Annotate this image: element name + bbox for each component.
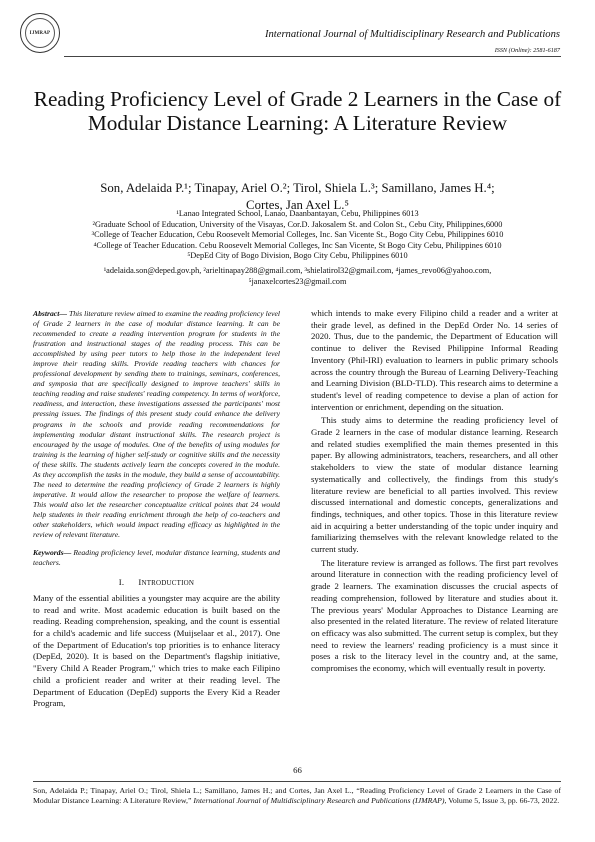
abstract: [33, 309, 280, 540]
section-title-initial: I: [138, 577, 142, 588]
journal-logo: [20, 13, 60, 53]
abstract-text: This literature review aimed to examine the reading proficiency level of Grade 2 learners in the case of modular distance learning. It can be recommended to create a reading intervention program for students in the frustration and instructional stages of the reading process. This can be accomplished by using peer tutors to help those in the independent level improve their reading skills. Provide reading teachers with chances for professional development by sending them to trainings, seminars, conferences, and symposia that are specifically designed to improve teachers' skills in teaching reading and raise students' reading competency. In terms of workforce, readiness, and interaction, these investigations assessed the participants' most pressing issues. The findings of this present study could enhance the delivery programs in the schools and provide reading recommendations for implementing modular distant instructional skills. The research project is encouraged by the usage of modules. One of the benefits of using modules for training is the learning of higher self-study or cognitive skills and the necessity of these skills. The students actively learn the concepts covered in the module. As they accomplish the tasks in the module, they build a sense of accountability. The need to determine the reading proficiency of Grade 2 learners is highly imperative. It would allow the researcher to propose the welfare of learners. This would also let the researcher conceptualize critical points that 24 would help students in their reading enrichment through the help of co-teachers and other stakeholders, which would impact reading efficacy as highlighted in the review of relevant literature.: [33, 309, 280, 540]
page-number: 66: [293, 765, 302, 775]
left-column: [33, 309, 280, 710]
citation-footer: [33, 786, 561, 806]
issn-line: ISSN (Online): 2581-6187: [494, 47, 560, 54]
journal-logo-text: IJMRAP: [29, 30, 51, 36]
section-heading-introduction: [33, 577, 280, 590]
journal-logo-inner: [25, 18, 55, 48]
email-list: [30, 266, 565, 287]
affiliation-4: ⁴College of Teacher Education. Cebu Roosevelt Memorial Colleges, Inc San Vicente, St Bogo City Cebu, Philippines 6010: [93, 240, 502, 250]
affiliation-3: ³College of Teacher Education, Cebu Roosevelt Memorial Colleges, Inc. San Vicente St., Bogo City Cebu, Philippines 6010: [91, 230, 504, 240]
author-line-1: Son, Adelaida P.¹; Tinapay, Ariel O.²; Tirol, Shiela L.³; Samillano, James H.⁴;: [100, 181, 495, 195]
email-line-1: ¹adelaida.son@deped.gov.ph, ²arieltinapay288@gmail.com, ³shielatirol32@gmail.com, ⁴james_revo06@yahoo.com,: [103, 266, 492, 275]
abstract-label: Abstract—: [33, 309, 67, 318]
footer-divider: [33, 781, 561, 782]
keywords: [33, 548, 280, 568]
email-line-2: ⁵janaxelcortes23@gmail.com: [248, 276, 347, 286]
intro-paragraph-2: which intends to make every Filipino child a reader and a writer at their grade level, as defined in the DepEd Order No. 14 series of 2020. Thus, due to the pandemic, the Department of Education will continue to deliver the Revised Philippine Informal Reading Inventory (Phil-IRI) evaluation to learners in public primary schools across the country through the Bureau of Learning Delivery-Teaching and Learning Division (BLD-TLD). This research aims to determine a student's level of reading competence to devise a plan of action for intervention or enrichment, depending on the situation.: [311, 308, 558, 412]
keywords-text: Reading proficiency level, modular distance learning, students and teachers.: [33, 548, 280, 568]
affiliation-2: ²Graduate School of Education, University of the Visayas, Cor.D. Jakosalem St. and Colon St., Cebu City, Philippines,6000: [92, 219, 503, 229]
affiliation-1: ¹Lanao Integrated School, Lanao, Daanbantayan, Cebu, Philippines 6013: [176, 209, 419, 218]
right-column: [311, 308, 558, 675]
author-line-2: Cortes, Jan Axel L.⁵: [246, 198, 349, 212]
header-divider: [64, 56, 561, 57]
affiliation-5: ⁵DepEd City of Bogo Division, Bogo City Cebu, Philippines 6010: [187, 251, 408, 261]
journal-title: International Journal of Multidisciplinary Research and Publications: [264, 29, 560, 40]
citation-journal: International Journal of Multidisciplinary Research and Publications (IJMRAP): [193, 796, 445, 805]
paper-title: Reading Proficiency Level of Grade 2 Learners in the Case of Modular Distance Learning: A Literature Review: [33, 87, 562, 135]
intro-paragraph-4: The literature review is arranged as follows. The first part revolves around literature in connection with the reading proficiency level of grade 2 learners. The examination discusses the crucial aspects of reading comprehension, followed by literature and studies about it. The previous years' Modular Approaches to Distance Learning are also presented in the related literature. The review of related literature on efficacy was also submitted. The current setup is complex, but they need to review the learners' reading proficiency is a must since it poses a risk to the literacy level in the country and, at the same, compromises the economy, which will eventually result in poverty.: [311, 557, 558, 674]
citation-tail: , Volume 5, Issue 3, pp. 66-73, 2022.: [444, 796, 560, 805]
affiliations: [30, 209, 565, 262]
intro-paragraph-1: Many of the essential abilities a youngster may acquire are the ability to read and write. Most academic education is built based on the reading. Reading comprehension, speaking, and the count is essential for a child's academic and life success (Muijselaar et al., 2017). One of the Department of Education's top priorities is to enhance literacy (DepEd, 2020). It is based on the Department's flagship initiative, "Every Child A Reader Program," which tries to make each Filipino child a proficient reader and writer at their reading level. The Department of Education (DepEd) supports the Every Kid a Reader Program,: [33, 592, 280, 709]
section-title-rest: NTRODUCTION: [141, 579, 195, 588]
citation-text: Son, Adelaida P.; Tinapay, Ariel O.; Tirol, Shiela L.; Samillano, James H.; and Cortes, Jan Axel L., “Reading Proficiency Level of Grade 2 Learners in the Case of Modular Distance Learning: A Literature Review,”: [33, 786, 561, 805]
keywords-label: Keywords—: [33, 548, 72, 558]
intro-paragraph-3: This study aims to determine the reading proficiency level of Grade 2 learners in the case of modular distance learning. Research and related studies exemplified the main themes presented in this paper. By allowing administrators, teachers, researchers, and all other stakeholders to view the state of modular distance learning systematically and collectively, the findings from this study's literature review are beneficial to all parties involved. This review discussed international and domestic concepts, generalizations and findings, techniques, and other topics. Those in this literature review aid in acquiring a better understanding of the topic under inquiry and familiarizing themselves with the relevant knowledge related to the current study.: [311, 415, 558, 555]
section-number: I.: [118, 577, 125, 588]
